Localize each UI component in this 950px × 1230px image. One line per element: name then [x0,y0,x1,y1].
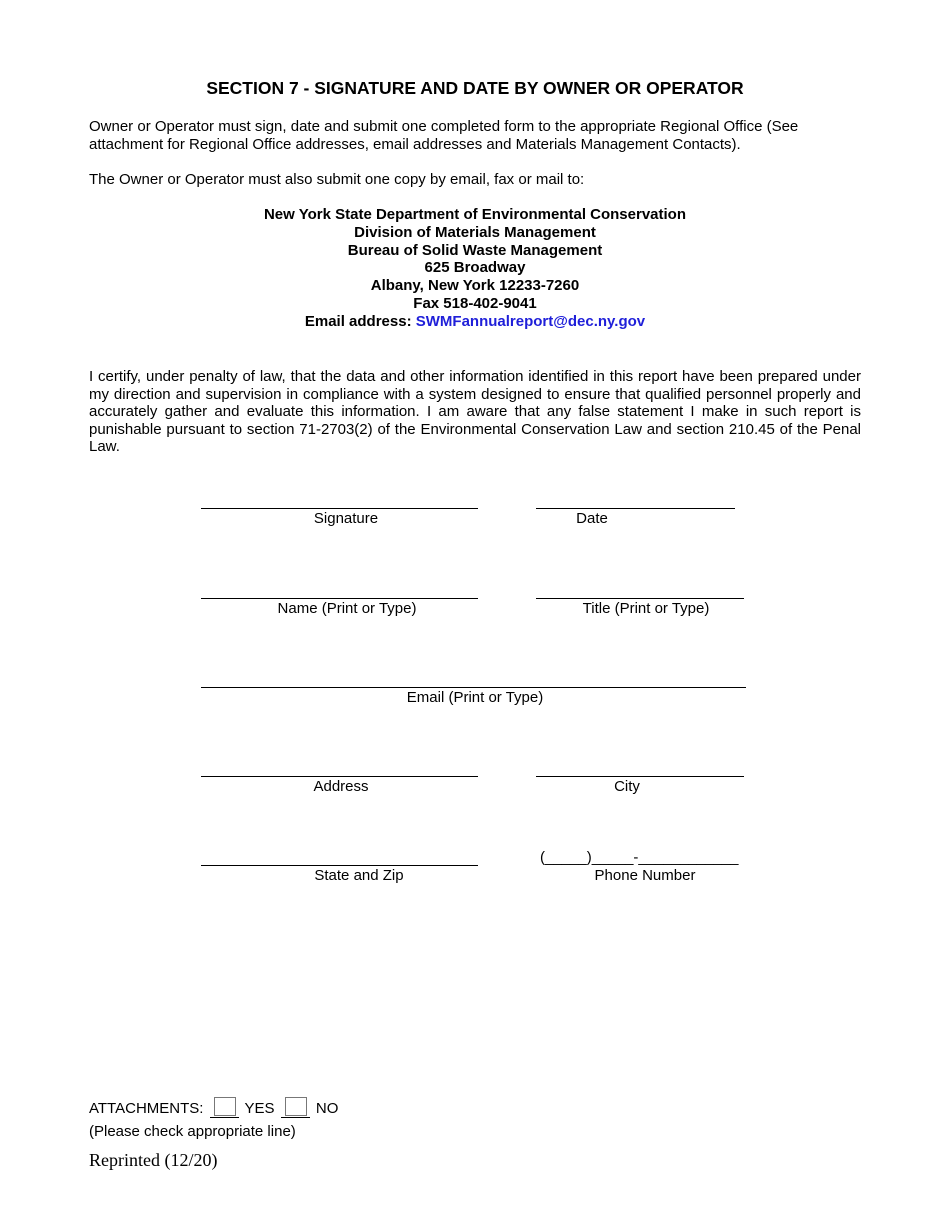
email-address-line [0,313,950,331]
name-label: Name (Print or Type) [277,600,417,617]
mailing-address [0,206,950,331]
city-label: City [614,778,640,795]
address-line-4: 625 Broadway [424,259,526,277]
address-line-2: Division of Materials Management [354,223,596,241]
intro-paragraph: Owner or Operator must sign, date and submit one completed form to the appropriate Regional Office (See attachment for Regional Office addresses, email addresses and Materials Management Contacts). [89,118,799,153]
attachments-note: (Please check appropriate line) [89,1123,296,1140]
copy-note: The Owner or Operator must also submit one copy by email, fax or mail to: [89,171,585,188]
address-line[interactable] [201,776,478,777]
fax-number: Fax 518-402-9041 [413,294,537,312]
phone-number-field[interactable]: (_____)_____-____________ [540,849,739,866]
attachments-row [89,1097,338,1118]
name-line[interactable] [201,598,478,599]
page-title: SECTION 7 - SIGNATURE AND DATE BY OWNER OR OPERATOR [206,78,744,98]
date-label: Date [576,510,608,527]
title-line[interactable] [536,598,744,599]
no-label: NO [311,1100,339,1117]
title-label: Title (Print or Type) [582,600,710,617]
email-label: Email (Print or Type) [406,689,544,706]
email-link[interactable]: SWMFannualreport@dec.ny.gov [415,312,646,330]
reprint-date: Reprinted (12/20) [89,1150,218,1170]
phone-number-label: Phone Number [594,867,696,884]
signature-label: Signature [313,510,379,527]
email-address-label: Email address: [304,312,416,330]
address-line-1: New York State Department of Environmental Conservation [263,206,687,223]
yes-checkbox[interactable] [214,1097,236,1116]
date-line[interactable] [536,508,735,509]
yes-label: YES [240,1100,279,1117]
address-line-3: Bureau of Solid Waste Management [347,241,603,259]
signature-line[interactable] [201,508,478,509]
address-label: Address [313,778,369,795]
email-line[interactable] [201,687,746,688]
state-zip-line[interactable] [201,865,478,866]
state-zip-label: State and Zip [314,867,404,884]
city-line[interactable] [536,776,744,777]
no-checkbox[interactable] [285,1097,307,1116]
address-line-5: Albany, New York 12233-7260 [370,277,580,295]
certification-statement: I certify, under penalty of law, that the data and other information identified in this report have been prepared under my direction and supervision in compliance with a system designed to ensure that qualified personnel properly and accurately gather and evaluate this information. I am aware that any false statement I make in such report is punishable pursuant to section 71-2703(2) of the Environmental Conservation Law and section 210.45 of the Penal Law. [89,368,861,456]
attachments-label: ATTACHMENTS: [89,1100,208,1117]
